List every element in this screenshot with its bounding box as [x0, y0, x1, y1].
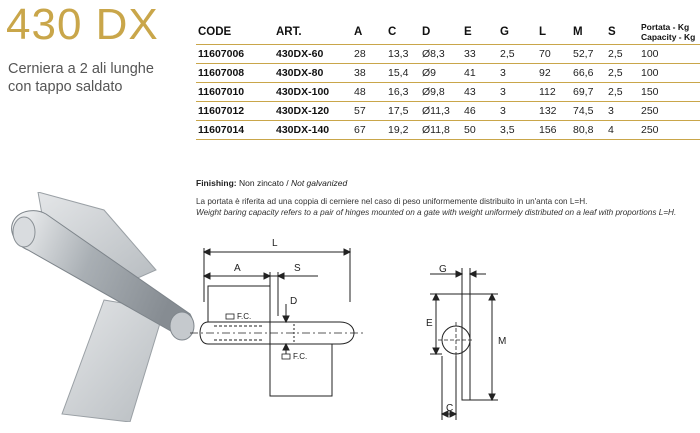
table-cell: 57	[352, 102, 386, 121]
table-cell: 11607008	[196, 64, 274, 83]
table-cell: 15,4	[386, 64, 420, 83]
description-line-2: con tappo saldato	[8, 79, 123, 95]
spec-table	[196, 20, 700, 140]
table-cell: 70	[537, 45, 571, 64]
product-title: 430 DX	[6, 0, 159, 49]
dim-label-L: L	[272, 238, 278, 249]
table-cell: 11607006	[196, 45, 274, 64]
table-cell: 250	[639, 102, 700, 121]
hinge-photo	[6, 192, 196, 422]
table-cell: 41	[462, 64, 498, 83]
table-cell: Ø11,8	[420, 121, 462, 140]
top-view-drawing	[410, 260, 510, 430]
col-header: D	[420, 20, 462, 45]
table-cell: 250	[639, 121, 700, 140]
col-header: A	[352, 20, 386, 45]
table-cell: 92	[537, 64, 571, 83]
capacity-note	[196, 196, 696, 218]
col-header: M	[571, 20, 606, 45]
table-cell: 430DX-60	[274, 45, 352, 64]
table-cell: 430DX-120	[274, 102, 352, 121]
table-cell: 4	[606, 121, 639, 140]
dim-label-E: E	[426, 318, 433, 329]
table-cell: 17,5	[386, 102, 420, 121]
capacity-header-it: Portata - Kg	[641, 22, 690, 32]
table-cell: 100	[639, 64, 700, 83]
table-cell: 74,5	[571, 102, 606, 121]
col-header: CODE	[196, 20, 274, 45]
table-cell: 150	[639, 83, 700, 102]
table-cell: 46	[462, 102, 498, 121]
table-cell: 52,7	[571, 45, 606, 64]
finishing-value-it: Non zincato	[238, 178, 284, 188]
fc-label-top: F.C.	[237, 312, 252, 321]
hinge-top-cap	[13, 217, 35, 247]
fc-label-bottom: F.C.	[293, 352, 308, 361]
dim-label-D: D	[290, 296, 298, 307]
table-cell: 3	[498, 102, 537, 121]
table-cell: 430DX-140	[274, 121, 352, 140]
finishing-line	[196, 178, 347, 188]
table-cell: 11607012	[196, 102, 274, 121]
finishing-value-en: Not galvanized	[290, 178, 348, 188]
table-cell: 11607014	[196, 121, 274, 140]
table-cell: 66,6	[571, 64, 606, 83]
table-header-row	[196, 20, 700, 45]
table-cell: 132	[537, 102, 571, 121]
col-header: E	[462, 20, 498, 45]
table-cell: 2,5	[606, 45, 639, 64]
table-row	[196, 64, 700, 83]
finishing-label: Finishing:	[196, 178, 237, 188]
table-cell: 156	[537, 121, 571, 140]
table-cell: 430DX-100	[274, 83, 352, 102]
dim-label-M: M	[498, 336, 507, 347]
table-cell: 11607010	[196, 83, 274, 102]
table-row	[196, 102, 700, 121]
finishing-separator: /	[283, 178, 291, 188]
capacity-header-en: Capacity - Kg	[641, 32, 696, 42]
col-header: L	[537, 20, 571, 45]
table-cell: 13,3	[386, 45, 420, 64]
col-header: G	[498, 20, 537, 45]
table-row	[196, 121, 700, 140]
table-cell: 16,3	[386, 83, 420, 102]
table-cell: 3	[498, 83, 537, 102]
table-cell: Ø11,3	[420, 102, 462, 121]
capacity-note-en: Weight baring capacity refers to a pair of hinges mounted on a gate with weight uniformely distributed on a leaf with proportions L=H.	[196, 208, 677, 217]
table-cell: Ø9,8	[420, 83, 462, 102]
col-header: ART.	[274, 20, 352, 45]
table-cell: Ø8,3	[420, 45, 462, 64]
dim-label-G: G	[439, 264, 447, 275]
table-cell: 19,2	[386, 121, 420, 140]
table-cell: 112	[537, 83, 571, 102]
dim-label-A: A	[234, 263, 241, 274]
capacity-note-it: La portata è riferita ad una coppia di cerniere nel caso di peso uniformemente distribuito in un'anta con L=H.	[196, 197, 588, 206]
dim-label-S: S	[294, 263, 301, 274]
table-cell: 3	[498, 64, 537, 83]
table-cell: 100	[639, 45, 700, 64]
capacity-header	[639, 20, 700, 45]
table-cell: 2,5	[606, 83, 639, 102]
table-cell: 2,5	[498, 45, 537, 64]
table-cell: 50	[462, 121, 498, 140]
table-cell: 3	[606, 102, 639, 121]
table-cell: 48	[352, 83, 386, 102]
table-cell: 38	[352, 64, 386, 83]
description-line-1: Cerniera a 2 ali lunghe	[8, 61, 154, 77]
table-cell: 80,8	[571, 121, 606, 140]
table-cell: Ø9	[420, 64, 462, 83]
table-cell: 43	[462, 83, 498, 102]
table-cell: 28	[352, 45, 386, 64]
table-row	[196, 45, 700, 64]
table-cell: 2,5	[606, 64, 639, 83]
dim-label-C: C	[446, 403, 454, 414]
table-cell: 69,7	[571, 83, 606, 102]
product-description	[8, 60, 178, 96]
side-view-drawing	[190, 232, 380, 432]
table-row	[196, 83, 700, 102]
table-cell: 67	[352, 121, 386, 140]
table-cell: 430DX-80	[274, 64, 352, 83]
table-cell: 3,5	[498, 121, 537, 140]
col-header: C	[386, 20, 420, 45]
table-cell: 33	[462, 45, 498, 64]
col-header: S	[606, 20, 639, 45]
